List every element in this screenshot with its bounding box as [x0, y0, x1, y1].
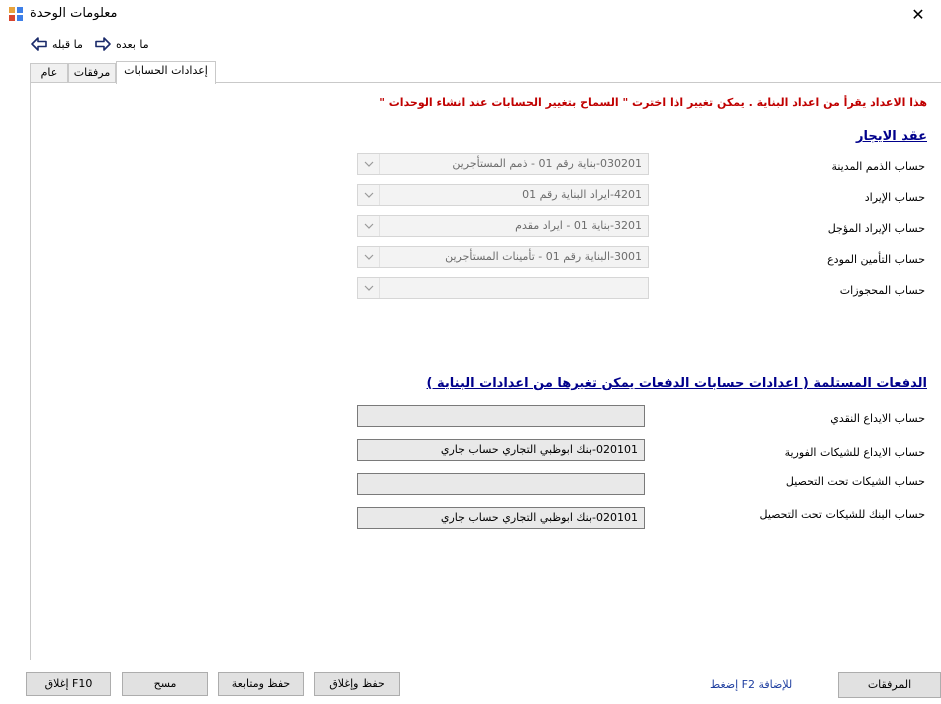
- window-title: معلومات الوحدة: [30, 6, 118, 21]
- cheques-under-collection-label: حساب الشيكات تحت التحصيل: [785, 475, 925, 488]
- deposit-account-label: حساب التأمين المودع: [827, 253, 925, 266]
- tab-attachments[interactable]: مرفقات: [68, 63, 116, 83]
- cash-deposit-account-label: حساب الايداع النقدي: [830, 412, 925, 425]
- previous-record-button[interactable]: [30, 34, 83, 54]
- next-record-button[interactable]: [94, 34, 149, 54]
- deferred-revenue-account-select[interactable]: [357, 215, 649, 237]
- previous-record-label: ما قبله: [52, 37, 83, 51]
- tab-general[interactable]: عام: [30, 63, 68, 83]
- bank-cheques-under-collection-label: حساب البنك للشيكات تحت التحصيل: [759, 508, 925, 521]
- instant-cheques-account-label: حساب الايداع للشيكات الفورية: [784, 446, 925, 459]
- chevron-down-icon[interactable]: [358, 216, 380, 236]
- instant-cheques-account-field[interactable]: 020101-بنك ابوظبي التجاري حساب جاري: [357, 439, 645, 461]
- deposit-account-select[interactable]: [357, 246, 649, 268]
- chevron-down-icon[interactable]: [358, 247, 380, 267]
- receivables-account-select[interactable]: [357, 153, 649, 175]
- clear-button[interactable]: مسح: [122, 672, 208, 696]
- revenue-account-value: 4201-ايراد البناية رقم 01: [522, 188, 642, 201]
- retentions-account-value: [380, 278, 648, 298]
- revenue-account-select[interactable]: [357, 184, 649, 206]
- deferred-revenue-account-value: 3201-بناية 01 - ايراد مقدم: [515, 219, 642, 232]
- retentions-account-select[interactable]: [357, 277, 649, 299]
- settings-notice: هذا الاعداد يقرأ من اعداد البناية . يمكن تغيير اذا اخترت " السماح بتغيير الحسابات عند انشاء الوحدات ": [379, 96, 927, 109]
- save-continue-button[interactable]: حفظ ومتابعة: [218, 672, 304, 696]
- add-shortcut-hint: إضغط F2 للإضافة: [710, 678, 793, 691]
- cash-deposit-account-field[interactable]: [357, 405, 645, 427]
- arrow-left-icon: [30, 36, 48, 52]
- chevron-down-icon[interactable]: [358, 278, 380, 298]
- close-f10-button[interactable]: إغلاق F10: [26, 672, 111, 696]
- receivables-account-value: 030201-بناية رقم 01 - ذمم المستأجرين: [452, 157, 642, 170]
- app-icon: [9, 7, 24, 22]
- close-window-button[interactable]: ✕: [911, 5, 925, 24]
- title-bar: [0, 0, 941, 30]
- next-record-label: ما بعده: [116, 37, 149, 51]
- deposit-account-value: 3001-البناية رقم 01 - تأمينات المستأجرين: [445, 250, 642, 263]
- attachments-button[interactable]: المرفقات: [838, 672, 941, 698]
- receivables-account-label: حساب الذمم المدينة: [831, 160, 925, 173]
- payments-section-title: الدفعات المستلمة ( اعدادات حسابات الدفعات يمكن تغيرها من اعدادات البناية ): [426, 376, 927, 391]
- cheques-under-collection-field[interactable]: [357, 473, 645, 495]
- retentions-account-label: حساب المحجوزات: [839, 284, 925, 297]
- arrow-right-icon: [94, 36, 112, 52]
- tab-account-settings[interactable]: إعدادات الحسابات: [116, 61, 216, 84]
- bank-cheques-under-collection-field[interactable]: 020101-بنك ابوظبي التجاري حساب جاري: [357, 507, 645, 529]
- revenue-account-label: حساب الإيراد: [864, 191, 925, 204]
- chevron-down-icon[interactable]: [358, 154, 380, 174]
- chevron-down-icon[interactable]: [358, 185, 380, 205]
- save-close-button[interactable]: حفظ وإغلاق: [314, 672, 400, 696]
- deferred-revenue-account-label: حساب الإيراد المؤجل: [827, 222, 925, 235]
- lease-section-title: عقد الايجار: [855, 129, 927, 144]
